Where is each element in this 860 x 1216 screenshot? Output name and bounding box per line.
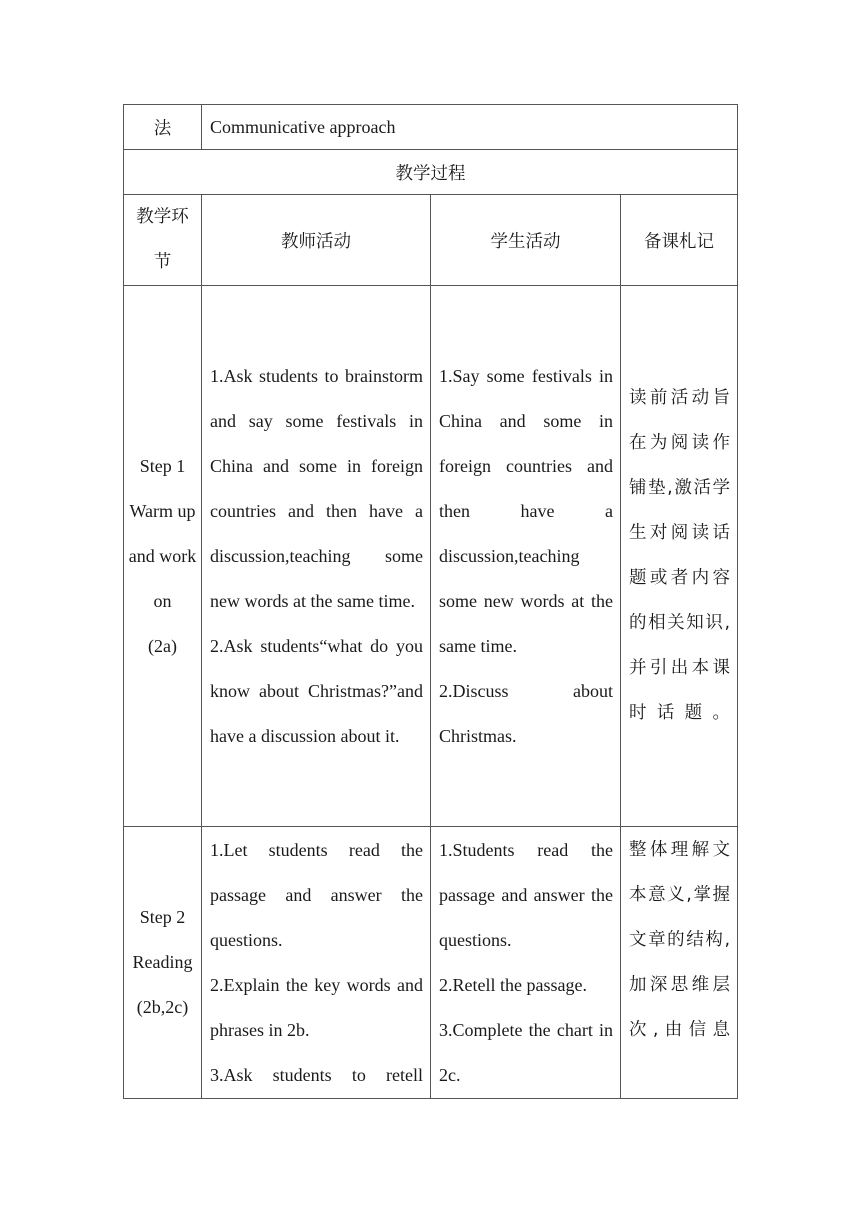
header-notes: 备课札记 — [621, 195, 738, 286]
teacher-activity-item: 1.Let students read the passage and answer the questions. — [210, 840, 423, 950]
student-activity-item: 2.Retell the passage. — [439, 975, 587, 995]
stage-line: Step 2 — [139, 907, 186, 927]
stage-line: (2a) — [148, 635, 177, 656]
step-row — [124, 827, 738, 1099]
lesson-plan-table — [123, 104, 738, 1099]
process-title-row — [124, 150, 738, 195]
student-activity-item: 2.Discuss about Christmas. — [439, 680, 613, 746]
stage-line: and work — [128, 545, 197, 566]
stage-cell — [124, 286, 202, 827]
stage-cell — [124, 827, 202, 1099]
method-value: Communicative approach — [202, 105, 738, 150]
notes-text: 整体理解文本意义,掌握文章的结构,加深思维层次,由信息 — [629, 840, 731, 1040]
teacher-activity-item: 2.Explain the key words and phrases in 2b. — [210, 975, 423, 1040]
stage-line: Reading — [132, 952, 193, 972]
stage-line: Step 1 — [139, 455, 186, 476]
student-activity-item: 1.Say some festivals in China and some in foreign countries and then have a discussion,teaching some new words at the same time. — [439, 365, 613, 656]
student-activity-item: 1.Students read the passage and answer the questions. — [439, 840, 613, 950]
teacher-activity-item: 3.Ask students to retell — [210, 1065, 423, 1085]
notes-text: 读前活动旨在为阅读作铺垫,激活学生对阅读话题或者内容的相关知识,并引出本课时话题。 — [629, 388, 731, 723]
column-header-row — [124, 195, 738, 286]
student-activity-cell — [431, 286, 621, 827]
notes-cell — [621, 286, 738, 827]
process-title: 教学过程 — [124, 150, 738, 195]
student-activity-cell — [431, 827, 621, 1099]
stage-line: (2b,2c) — [136, 997, 189, 1017]
stage-line: on — [153, 590, 172, 611]
teacher-activity-item: 1.Ask students to brainstorm and say some festivals in China and some in foreign countries and then have a discussion,teaching some new words at the same time. — [210, 365, 423, 611]
header-teacher: 教师活动 — [202, 195, 431, 286]
header-student: 学生活动 — [431, 195, 621, 286]
header-stage — [124, 195, 202, 286]
teacher-activity-cell — [202, 827, 431, 1099]
teaching-method-row — [124, 105, 738, 150]
method-label: 法 — [124, 105, 202, 150]
student-activity-item: 3.Complete the chart in 2c. — [439, 1020, 613, 1085]
header-stage-text: 教学环节 — [136, 207, 189, 272]
teacher-activity-item: 2.Ask students“what do you know about Christmas?”and have a discussion about it. — [210, 635, 423, 746]
teacher-activity-cell — [202, 286, 431, 827]
notes-cell — [621, 827, 738, 1099]
step-row — [124, 286, 738, 827]
stage-line: Warm up — [129, 500, 196, 521]
